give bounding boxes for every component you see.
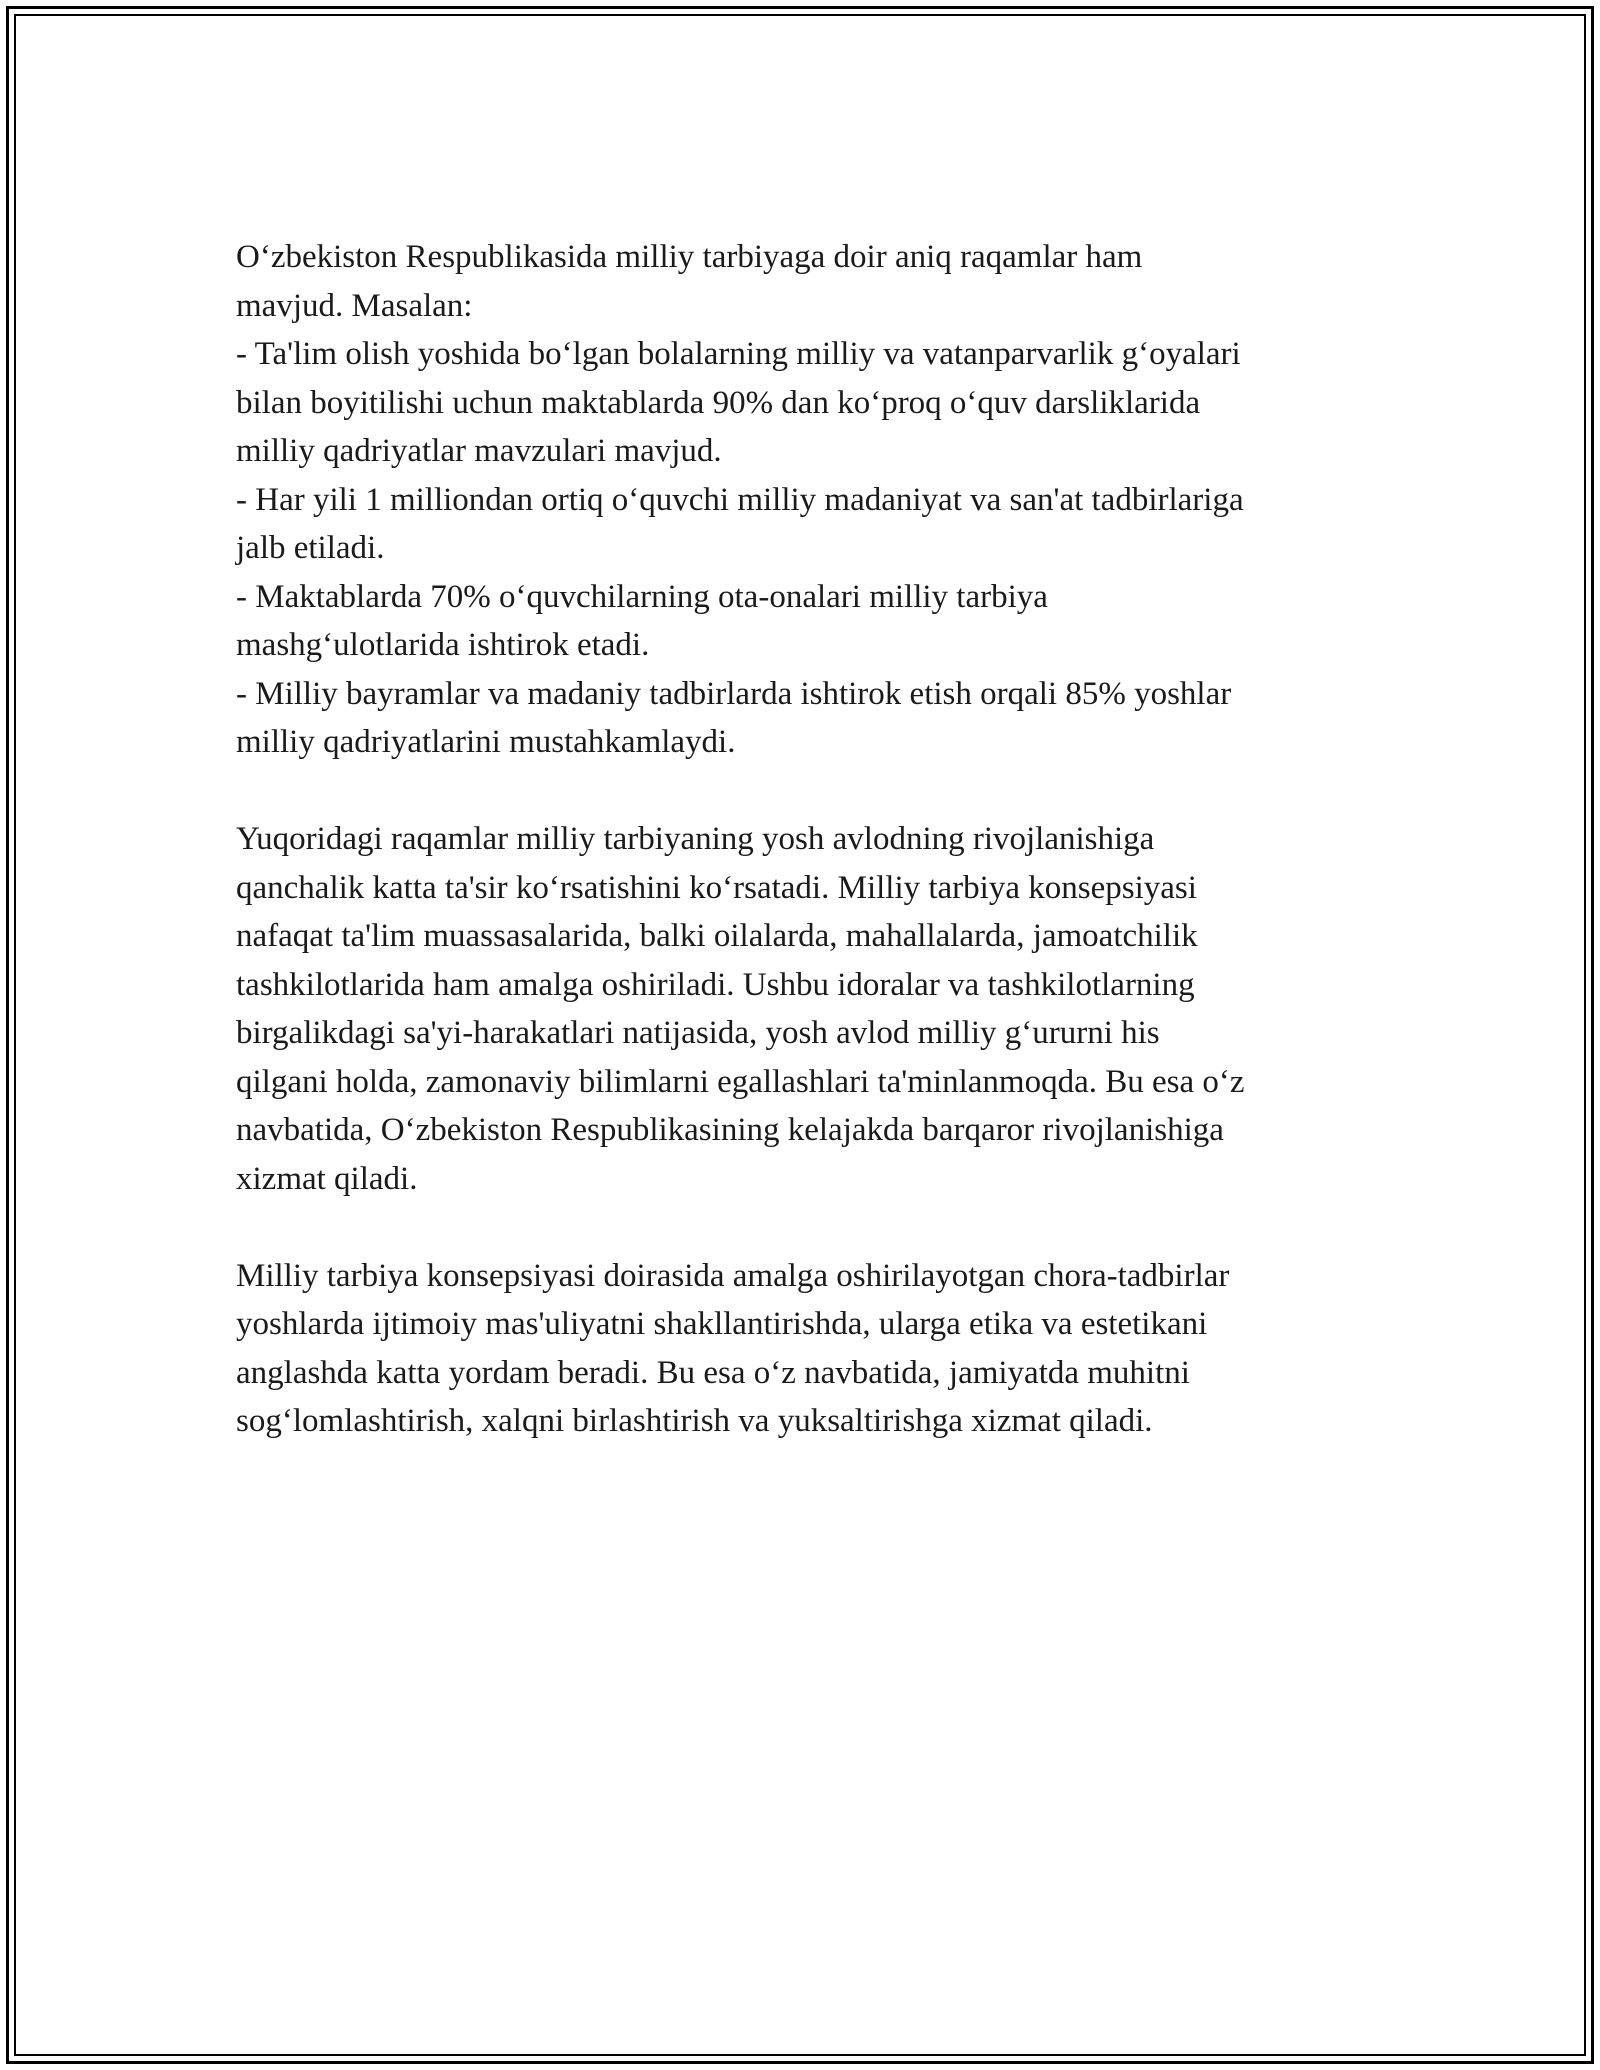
text-line: tashkilotlarida ham amalga oshiriladi. Ushbu idoralar va tashkilotlarning: [236, 966, 1195, 1003]
list-item: - Maktablarda 70% o‘quvchilarning ota-onalari milliy tarbiya: [236, 578, 1048, 615]
text-line: birgalikdagi sa'yi-harakatlari natijasida, yosh avlod milliy g‘ururni his: [236, 1015, 1160, 1051]
text-line: O‘zbekiston Respublikasida milliy tarbiyaga doir aniq raqamlar ham: [236, 239, 1143, 275]
list-item: - Ta'lim olish yoshida bo‘lgan bolalarning milliy va vatanparvarlik g‘oyalari: [236, 336, 1241, 372]
list-item: - Har yili 1 milliondan ortiq o‘quvchi milliy madaniyat va san'at tadbirlariga: [236, 481, 1244, 518]
text-line: milliy qadriyatlarini mustahkamlaydi.: [236, 724, 736, 760]
text-line: jalb etiladi.: [236, 530, 385, 566]
paragraph-conclusion: [236, 1252, 1376, 1446]
text-line: Milliy tarbiya konsepsiyasi doirasida amalga oshirilayotgan chora-tadbirlar: [236, 1257, 1230, 1294]
paragraph-statistics: [236, 233, 1376, 767]
text-line: xizmat qiladi.: [236, 1160, 418, 1197]
text-line: bilan boyitilishi uchun maktablarda 90% dan ko‘proq o‘quv darsliklarida: [236, 384, 1201, 421]
text-line: mashg‘ulotlarida ishtirok etadi.: [236, 627, 650, 663]
document-body: [236, 233, 1376, 1446]
text-line: Yuqoridagi raqamlar milliy tarbiyaning yosh avlodning rivojlanishiga: [236, 821, 1155, 857]
text-line: yoshlarda ijtimoiy mas'uliyatni shakllantirishda, ularga etika va estetikani: [236, 1306, 1208, 1342]
text-line: nafaqat ta'lim muassasalarida, balki oilalarda, mahallalarda, jamoatchilik: [236, 918, 1198, 954]
text-line: anglashda katta yordam beradi. Bu esa o‘z navbatida, jamiyatda muhitni: [236, 1354, 1190, 1391]
list-item: - Milliy bayramlar va madaniy tadbirlarda ishtirok etish orqali 85% yoshlar: [236, 675, 1232, 712]
paragraph-impact: [236, 815, 1376, 1203]
text-line: milliy qadriyatlar mavzulari mavjud.: [236, 433, 722, 469]
text-line: navbatida, O‘zbekiston Respublikasining kelajakda barqaror rivojlanishiga: [236, 1112, 1224, 1148]
text-line: sog‘lomlashtirish, xalqni birlashtirish va yuksaltirishga xizmat qiladi.: [236, 1403, 1153, 1439]
text-line: mavjud. Masalan:: [236, 287, 473, 324]
text-line: qanchalik katta ta'sir ko‘rsatishini ko‘rsatadi. Milliy tarbiya konsepsiyasi: [236, 869, 1197, 906]
text-line: qilgani holda, zamonaviy bilimlarni egallashlari ta'minlanmoqda. Bu esa o‘z: [236, 1063, 1245, 1100]
